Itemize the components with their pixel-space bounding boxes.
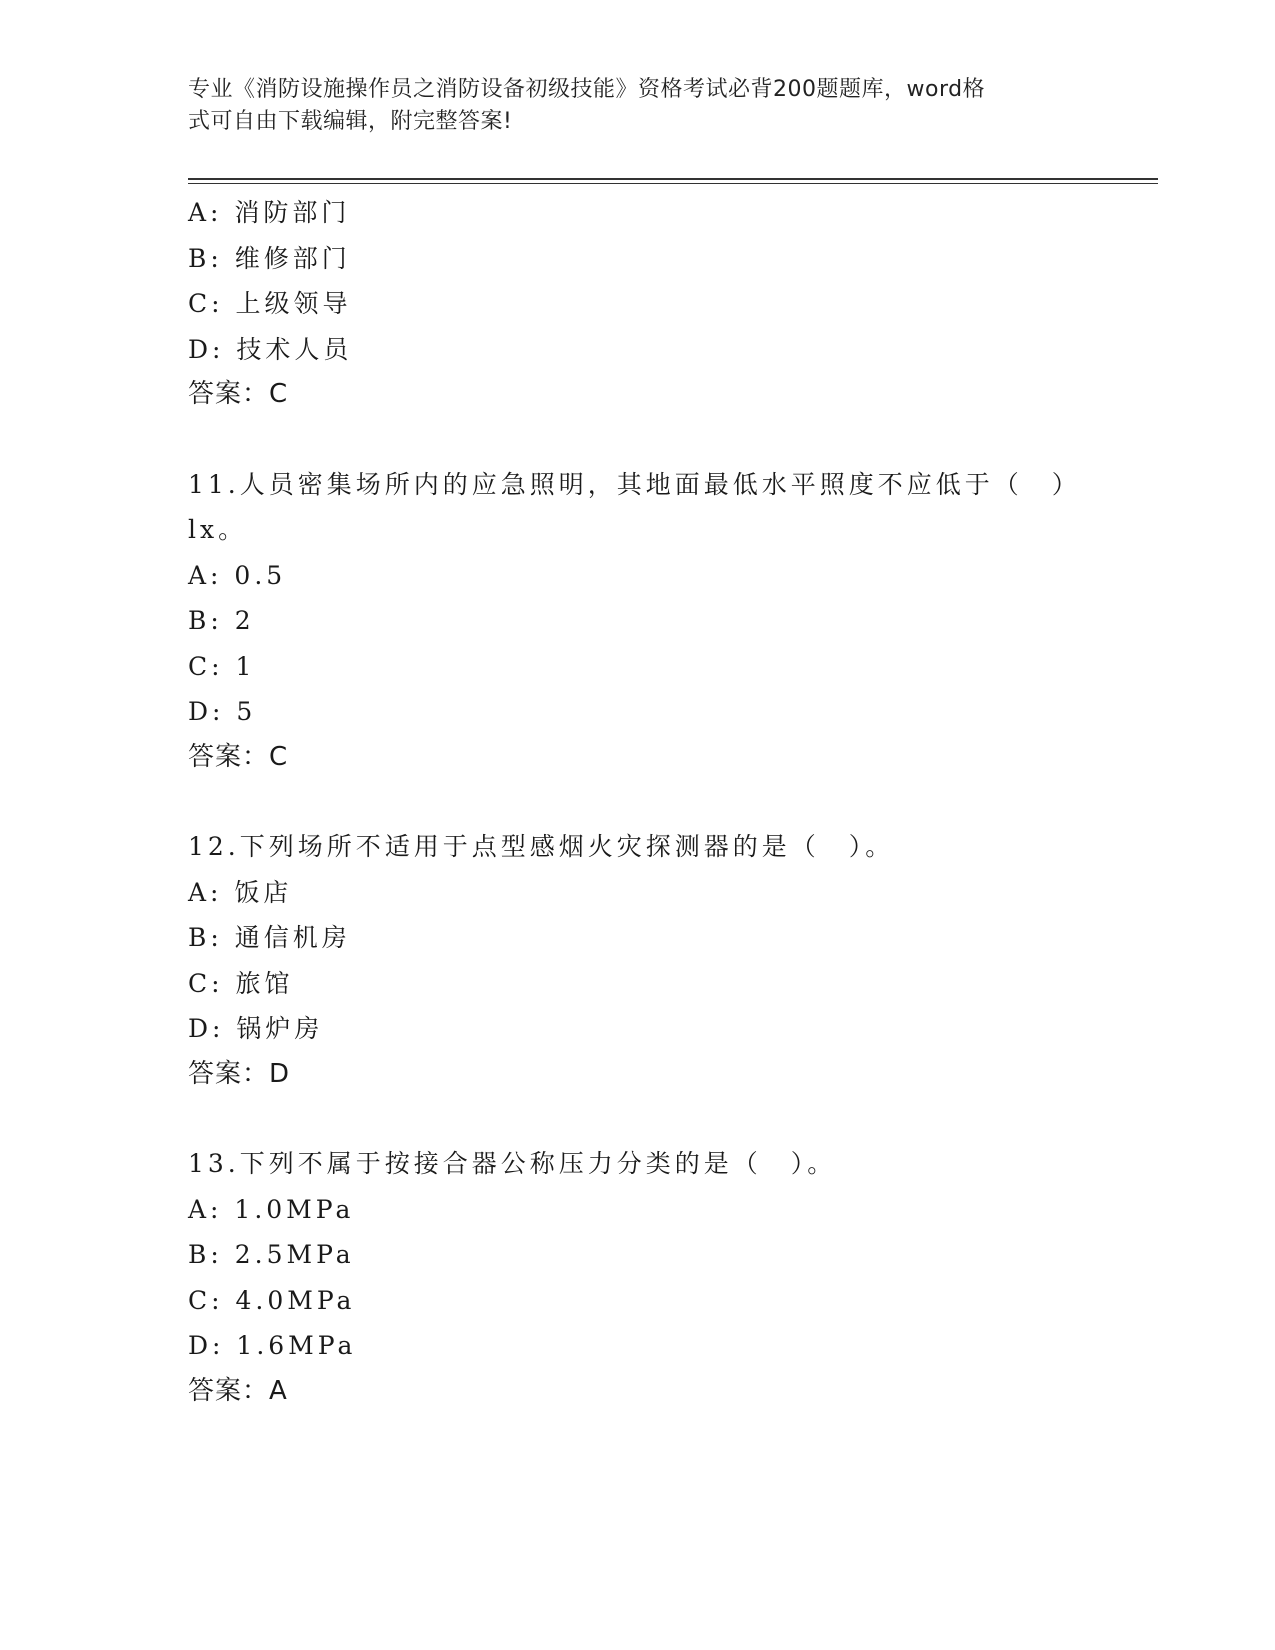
header-divider-thin <box>188 183 1158 184</box>
option-c: C: 4.0MPa <box>188 1285 356 1315</box>
option-b: B: 维修部门 <box>188 243 351 273</box>
spacer <box>188 780 1108 824</box>
header-line-2: 式可自由下载编辑，附完整答案! <box>188 109 513 134</box>
question-stem: 12.下列场所不适用于点型感烟火灾探测器的是（ ）。 <box>188 832 895 861</box>
header-line-1: 专业《消防设施操作员之消防设备初级技能》资格考试必背200题题库，word格 <box>188 77 986 102</box>
question-stem-continued: lx。 <box>188 515 248 544</box>
option-a: A: 饭店 <box>188 877 293 907</box>
question-stem: 11.人员密集场所内的应急照明，其地面最低水平照度不应低于（ ） <box>188 469 1081 499</box>
option-d: D: 5 <box>188 697 257 726</box>
option-b: B: 2 <box>188 606 255 635</box>
option-d: D: 1.6MPa <box>188 1331 357 1360</box>
spacer <box>188 1097 1108 1141</box>
option-d: D: 技术人员 <box>188 334 353 364</box>
option-b: B: 2.5MPa <box>188 1240 355 1269</box>
header-divider-thick <box>188 178 1158 180</box>
question-block-11 <box>188 462 1108 781</box>
page-header <box>188 74 1088 138</box>
question-list <box>188 190 1108 1414</box>
option-c: C: 上级领导 <box>188 289 352 318</box>
option-c: C: 1 <box>188 651 256 681</box>
question-block-12 <box>188 824 1108 1097</box>
answer-line: 答案：C <box>188 741 289 772</box>
option-c: C: 旅馆 <box>188 968 294 998</box>
spacer <box>188 418 1108 462</box>
question-block-10 <box>188 190 1108 418</box>
answer-line: 答案：C <box>188 379 289 409</box>
option-a: A: 0.5 <box>188 560 287 590</box>
option-a: A: 1.0MPa <box>188 1194 355 1224</box>
option-a: A: 消防部门 <box>188 198 351 227</box>
answer-line: 答案：A <box>188 1375 288 1406</box>
option-b: B: 通信机房 <box>188 923 351 952</box>
question-block-13 <box>188 1141 1108 1414</box>
question-stem: 13.下列不属于按接合器公称压力分类的是（ ）。 <box>188 1149 837 1178</box>
answer-line: 答案：D <box>188 1058 291 1089</box>
option-d: D: 锅炉房 <box>188 1014 324 1043</box>
